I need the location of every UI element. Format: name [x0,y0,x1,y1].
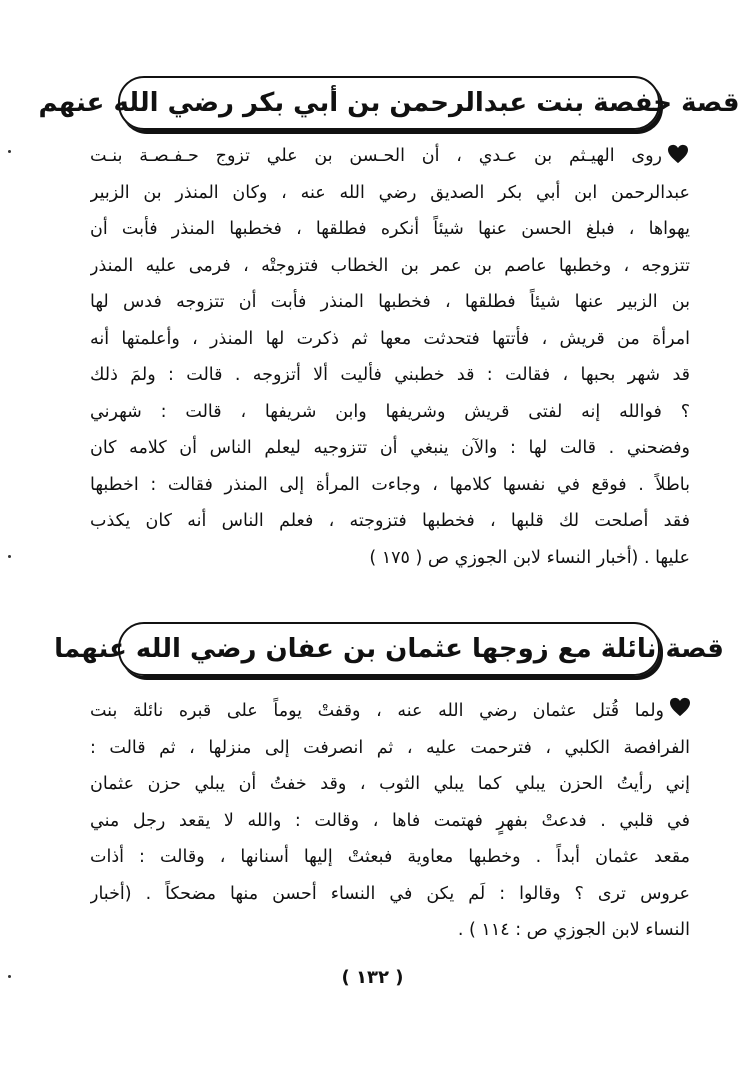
story1-title-box [38,76,740,130]
story1-line: تتزوجه ، وخطبها عاصم بن عمر بن الخطاب فتزوجتْه ، فرمى عليه المنذر [90,255,690,276]
story1-body [90,138,690,576]
story1-line: عبدالرحمن ابن أبي بكر الصديق رضي الله عنه ، وكان المنذر بن الزبير [90,182,690,203]
story1-line: امرأة من قريش ، فأتتها فتحدثت معها ثم ذكرت لها المنذر ، وأعلمتها أنه [90,328,690,349]
story2-line: إني رأيتُ الحزن يبلي كما يبلي الثوب ، وقد خفتُ أن يبلي حزن عثمان [90,774,690,794]
story1-line: بن الزبير عنها شيئاً فطلقها ، فخطبها المنذر فأبت أن تتزوجه فدس لها [90,292,690,312]
story1-line: ؟ فوالله إنه لفتى قريش وشريفها وابن شريفها ، قالت : شهرني [90,401,690,422]
story1-citation: عليها . (أخبار النساء لابن الجوزي ص ( ١٧٥ ) [369,547,690,568]
story2-line: ولما قُتل عثمان رضي الله عنه ، وقفتْ يوماً على قبره نائلة بنت [90,701,664,721]
story1-line: وفضحني . قالت لها : والآن ينبغي أن تتزوجيه ليعلم الناس أن كلامه كان [90,438,690,458]
story1-line: قد شهر بحبها ، فقالت : قد خطبني فأليت ألا أتزوجه . قالت : ولمَ ذلك [90,365,690,385]
story1-line: باطلاً . فوقع في نفسها كلامها ، وجاءت المرأة إلى المنذر فقالت : اخطبها [90,474,690,495]
story2-line: مقعد عثمان أبداً . وخطبها معاوية فبعثتْ إليها أسنانها ، وقالت : أذات [90,847,690,867]
story2-title: قصة نائلة مع زوجها عثمان بن عفان رضي الله عنهما [54,634,724,664]
story2-citation: النساء لابن الجوزي ص : ١١٤ ) . [457,920,690,940]
story1-line: فقد أصلحت لك قلبها ، فخطبها فتزوجته ، فعلم الناس أنه كان يكذب [90,511,690,531]
story2-line: الفرافصة الكلبي ، فترحمت عليه ، ثم انصرفت إلى منزلها ، ثم قالت : [90,737,690,758]
story2-body [90,693,690,949]
story2-line: عروس ترى ؟ وقالوا : لَم يكن في النساء أحسن منها مضحكاً . (أخبار [90,883,690,904]
story1-line: روى الهيـثم بن عـدي ، أن الحـسن بن علي تزوج حـفـصـة بنـت [90,146,662,166]
story1-line: يهواها ، فبلغ الحسن عنها شيئاً أنكره فطلقها ، فخطبها المنذر فأبت أن [90,219,690,239]
story2-line: في قلبي . فدعتْ بفهرٍ فهتمت فاها ، وقالت : والله لا يقعد رجل مني [90,810,690,831]
page-number: ( ١٣٢ ) [341,967,404,988]
story1-title: قصة حفصة بنت عبدالرحمن بن أبي بكر رضي الله عنهم [38,88,740,118]
margin-mark [8,150,11,153]
story2-title-box [54,622,724,676]
margin-mark [8,555,11,558]
